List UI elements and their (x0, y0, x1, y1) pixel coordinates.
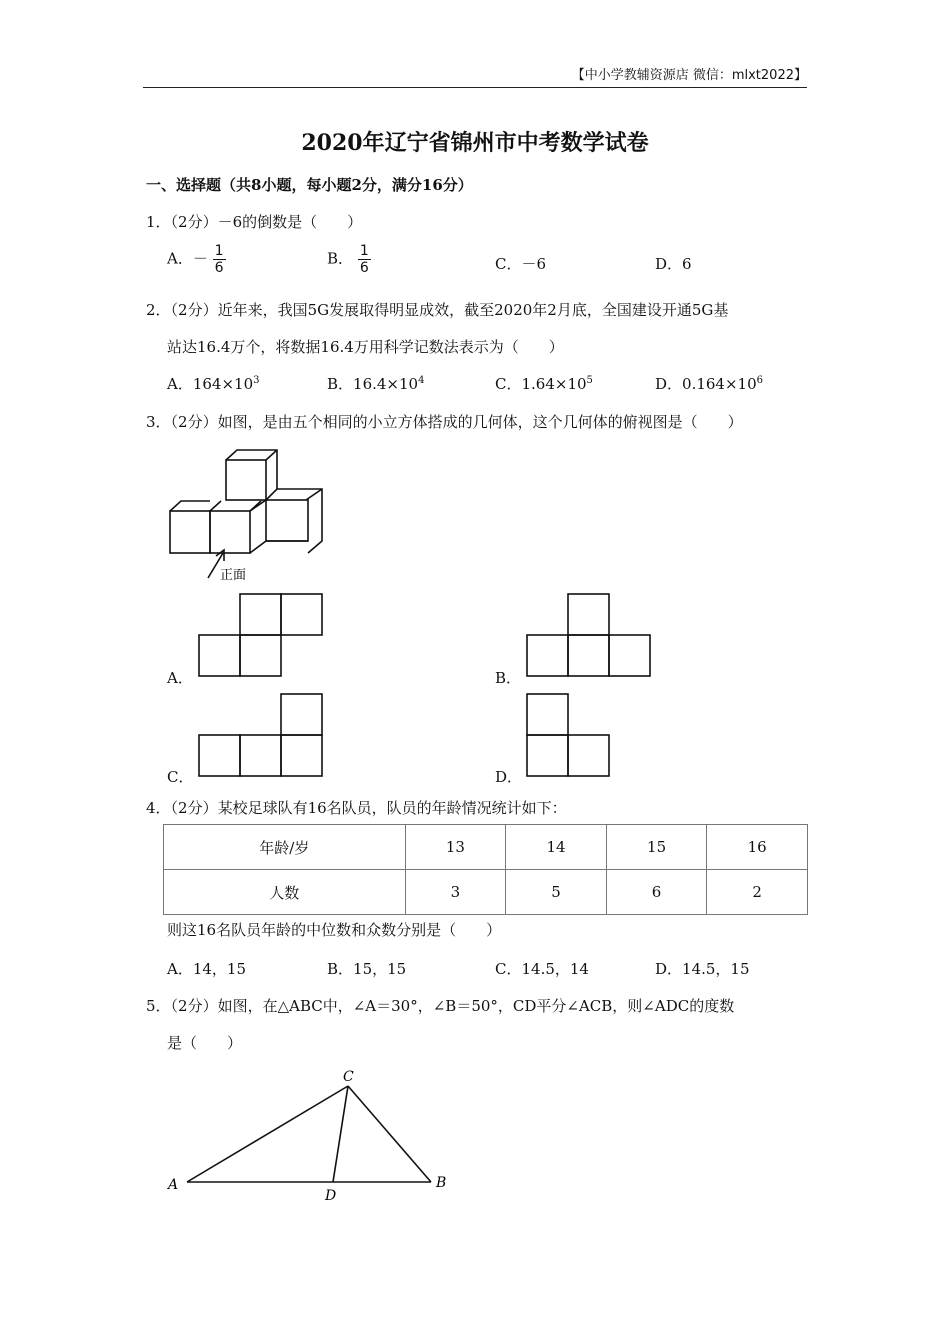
table-cell: 13 (405, 825, 506, 870)
q2-a-base: A．164×10 (167, 375, 254, 393)
table-cell: 16 (707, 825, 808, 870)
q4-option-d: D．14.5，15 (655, 960, 750, 978)
q2-b-exp: 4 (418, 375, 425, 386)
label-d: D (325, 1188, 337, 1204)
q3-option-a-figure (199, 594, 322, 676)
cube-top (226, 460, 266, 500)
table-row (164, 870, 808, 915)
q2-d-base: D．0.164×10 (655, 375, 757, 393)
q3-option-d-label: D． (495, 768, 523, 786)
q3-option-b-figure (527, 594, 650, 676)
q5-line1: 5．（2分）如图，在△ABC中，∠A＝30°，∠B＝50°，CD平分∠ACB，则∠ADC的度数 (146, 997, 735, 1015)
q2-c-exp: 5 (586, 375, 593, 386)
q1-b-label: B． (327, 249, 354, 268)
q4-option-a: A．14，15 (167, 960, 247, 978)
table-cell: 人数 (164, 870, 406, 915)
q5-triangle-figure (187, 1086, 431, 1182)
q2-line2: 站达16.4万个，将数据16.4万用科学记数法表示为（ ） (167, 338, 564, 356)
q3-option-d-figure (527, 694, 609, 776)
q2-b-base: B．16.4×10 (327, 375, 419, 393)
cube-right (266, 500, 308, 541)
cube-top-depth (226, 450, 277, 489)
header-text: 【中小学教辅资源店 微信：mlxt2022】 (571, 68, 807, 83)
q3-stem: 3．（2分）如图，是由五个相同的小立方体搭成的几何体，这个几何体的俯视图是（ ） (146, 413, 743, 431)
q4-option-c: C．14.5，14 (495, 960, 589, 978)
label-c: C (343, 1069, 354, 1085)
q1-b-den: 6 (359, 260, 369, 276)
q1-option-c: C．－6 (495, 255, 547, 273)
table-cell: 6 (606, 870, 707, 915)
q3-option-c-figure (199, 694, 322, 776)
age-table (163, 824, 808, 915)
table-cell: 年龄/岁 (164, 825, 406, 870)
table-cell: 15 (606, 825, 707, 870)
cube-front-left (170, 511, 210, 553)
q4-stem: 4．（2分）某校足球队有16名队员，队员的年龄情况统计如下： (146, 799, 567, 817)
q1-a-num: 1 (214, 243, 224, 259)
front-label: 正面 (220, 568, 247, 583)
q3-cube-figure (170, 450, 322, 578)
cube-front-mid (210, 511, 250, 553)
q1-b-num: 1 (359, 243, 369, 259)
table-cell: 14 (506, 825, 607, 870)
q4-option-b: B．15，15 (327, 960, 407, 978)
q5-line2: 是（ ） (167, 1034, 243, 1052)
table-cell: 3 (405, 870, 506, 915)
table-cell: 5 (506, 870, 607, 915)
label-a: A (168, 1177, 179, 1193)
table-cell: 2 (707, 870, 808, 915)
q4-after: 则这16名队员年龄的中位数和众数分别是（ ） (167, 921, 502, 939)
q2-d-exp: 6 (756, 375, 763, 386)
q1-option-d: D．6 (655, 255, 692, 273)
q3-option-b-label: B． (495, 669, 522, 687)
q1-a-label: A．－ (167, 249, 208, 268)
q2-c-base: C．1.64×10 (495, 375, 587, 393)
q1-stem: 1．（2分）－6的倒数是（ ） (146, 213, 363, 231)
q3-option-c-label: C． (167, 768, 194, 786)
section-heading: 一、选择题（共8小题，每小题2分，满分16分） (146, 176, 473, 194)
q1-a-den: 6 (214, 260, 224, 276)
q2-line1: 2．（2分）近年来，我国5G发展取得明显成效，截至2020年2月底，全国建设开通5G基 (146, 301, 729, 319)
label-b: B (436, 1175, 447, 1191)
q3-option-a-label: A． (167, 669, 193, 687)
table-row (164, 825, 808, 870)
page-title: 2020年辽宁省锦州市中考数学试卷 (301, 130, 649, 156)
q2-a-exp: 3 (253, 375, 260, 386)
